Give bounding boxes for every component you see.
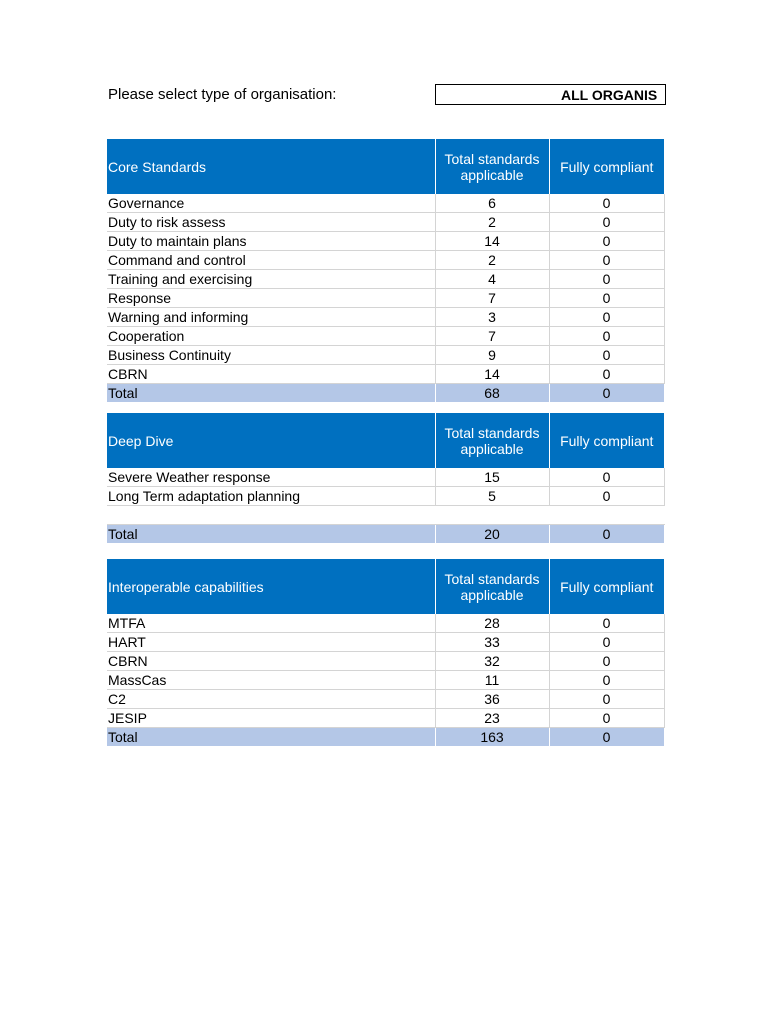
table-header-row <box>107 139 664 194</box>
table-row <box>107 614 664 633</box>
row-name: MTFA <box>107 614 435 633</box>
organisation-type-dropdown[interactable] <box>435 84 666 105</box>
table-header-row <box>107 559 664 614</box>
row-total: 33 <box>435 633 549 652</box>
row-total: 32 <box>435 652 549 671</box>
table-header-row <box>107 413 664 468</box>
row-total: 36 <box>435 690 549 709</box>
row-total: 6 <box>435 194 549 213</box>
fully-compliant-header: Fully compliant <box>549 413 664 468</box>
total-standards-sum: 20 <box>435 525 549 544</box>
row-total: 2 <box>435 251 549 270</box>
table-row <box>107 232 664 251</box>
row-total: 4 <box>435 270 549 289</box>
total-standards-sum: 163 <box>435 728 549 747</box>
row-compliant: 0 <box>549 671 664 690</box>
row-name: Response <box>107 289 435 308</box>
total-compliant-sum: 0 <box>549 728 664 747</box>
row-compliant: 0 <box>549 289 664 308</box>
table-row <box>107 690 664 709</box>
row-name: Long Term adaptation planning <box>107 487 435 506</box>
spacer-cell <box>549 506 664 525</box>
total-row <box>107 384 664 403</box>
total-standards-header: Total standards applicable <box>435 413 549 468</box>
row-compliant: 0 <box>549 232 664 251</box>
total-standards-sum: 68 <box>435 384 549 403</box>
deep-dive-heading: Deep Dive <box>107 413 435 468</box>
organisation-select-label: Please select type of organisation: <box>108 86 337 103</box>
row-name: JESIP <box>107 709 435 728</box>
row-name: Business Continuity <box>107 346 435 365</box>
interoperable-capabilities-table <box>107 559 665 747</box>
row-total: 14 <box>435 365 549 384</box>
row-compliant: 0 <box>549 487 664 506</box>
spacer-row <box>107 506 664 525</box>
row-name: Command and control <box>107 251 435 270</box>
table-row <box>107 270 664 289</box>
table-row <box>107 709 664 728</box>
row-total: 7 <box>435 289 549 308</box>
total-row <box>107 728 664 747</box>
row-total: 15 <box>435 468 549 487</box>
row-compliant: 0 <box>549 709 664 728</box>
table-row <box>107 671 664 690</box>
row-compliant: 0 <box>549 633 664 652</box>
row-name: Warning and informing <box>107 308 435 327</box>
row-compliant: 0 <box>549 468 664 487</box>
row-total: 9 <box>435 346 549 365</box>
row-total: 11 <box>435 671 549 690</box>
fully-compliant-header: Fully compliant <box>549 559 664 614</box>
total-compliant-sum: 0 <box>549 384 664 403</box>
organisation-selector <box>108 84 664 105</box>
table-row <box>107 308 664 327</box>
row-name: C2 <box>107 690 435 709</box>
table-row <box>107 346 664 365</box>
table-row <box>107 194 664 213</box>
spacer-cell <box>435 506 549 525</box>
row-compliant: 0 <box>549 614 664 633</box>
row-total: 14 <box>435 232 549 251</box>
table-row <box>107 633 664 652</box>
row-name: Duty to maintain plans <box>107 232 435 251</box>
row-compliant: 0 <box>549 308 664 327</box>
spacer-cell <box>107 506 435 525</box>
row-compliant: 0 <box>549 365 664 384</box>
row-compliant: 0 <box>549 346 664 365</box>
row-name: Cooperation <box>107 327 435 346</box>
row-total: 7 <box>435 327 549 346</box>
row-total: 23 <box>435 709 549 728</box>
total-row <box>107 525 664 544</box>
row-compliant: 0 <box>549 251 664 270</box>
row-total: 2 <box>435 213 549 232</box>
row-compliant: 0 <box>549 194 664 213</box>
total-compliant-sum: 0 <box>549 525 664 544</box>
row-name: CBRN <box>107 652 435 671</box>
row-name: Severe Weather response <box>107 468 435 487</box>
row-name: Governance <box>107 194 435 213</box>
table-row <box>107 468 664 487</box>
row-name: CBRN <box>107 365 435 384</box>
row-name: HART <box>107 633 435 652</box>
row-compliant: 0 <box>549 652 664 671</box>
row-name: Duty to risk assess <box>107 213 435 232</box>
table-row <box>107 213 664 232</box>
table-row <box>107 487 664 506</box>
row-name: Training and exercising <box>107 270 435 289</box>
row-compliant: 0 <box>549 327 664 346</box>
fully-compliant-header: Fully compliant <box>549 139 664 194</box>
row-total: 5 <box>435 487 549 506</box>
total-label: Total <box>107 728 435 747</box>
table-row <box>107 289 664 308</box>
deep-dive-table <box>107 413 665 544</box>
row-compliant: 0 <box>549 213 664 232</box>
core-standards-table <box>107 139 665 403</box>
row-compliant: 0 <box>549 690 664 709</box>
total-standards-header: Total standards applicable <box>435 559 549 614</box>
row-total: 28 <box>435 614 549 633</box>
table-row <box>107 652 664 671</box>
table-row <box>107 251 664 270</box>
row-compliant: 0 <box>549 270 664 289</box>
row-total: 3 <box>435 308 549 327</box>
total-standards-header: Total standards applicable <box>435 139 549 194</box>
core-standards-heading: Core Standards <box>107 139 435 194</box>
total-label: Total <box>107 525 435 544</box>
interoperable-capabilities-heading: Interoperable capabilities <box>107 559 435 614</box>
total-label: Total <box>107 384 435 403</box>
row-name: MassCas <box>107 671 435 690</box>
table-row <box>107 365 664 384</box>
organisation-type-value: ALL ORGANIS <box>561 87 658 103</box>
table-row <box>107 327 664 346</box>
